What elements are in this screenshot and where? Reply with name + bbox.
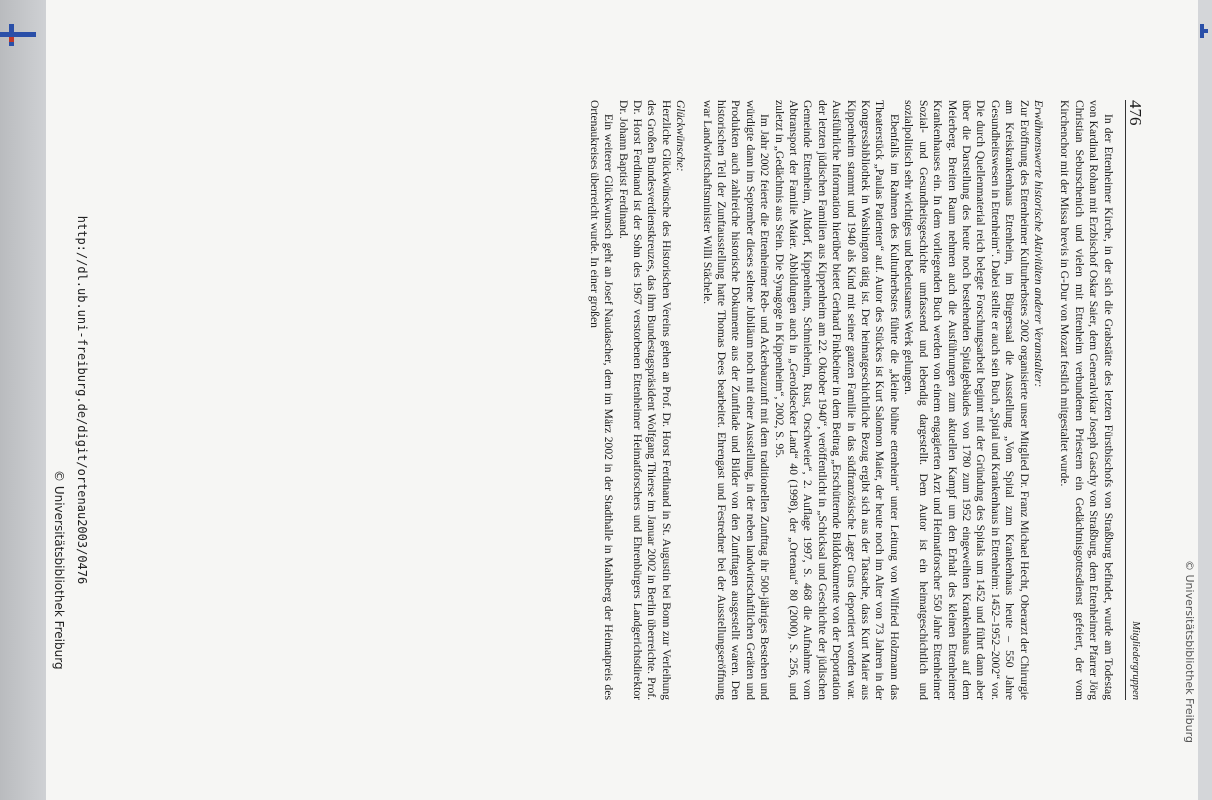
page-text-block (586, 100, 1145, 700)
rotated-page-content (46, 0, 1145, 800)
viewer-right-gutter (1198, 0, 1212, 800)
paragraph: Zur Eröffnung des Ettenheimer Kulturherbstes 2002 organisierte unser Mitglied Dr. Franz Michael Hecht, Oberarzt der Chirurgie am Kreiskrankenhaus Ettenheim, im Bürgersaal die Ausstellung „Vom Spital zum Krankenhaus heute – 550 Jahre Gesundheitswesen in Ettenheim“. Dabei stellte er auch sein Buch „Spital und Krankenhaus in Ettenheim: 1452–1952–2002“ vor. Die durch Quellenmaterial reich belegte Forschungsarbeit beginnt mit der Gründung des Spitals um 1452 und führt dann aber über die Darstellung des heute noch bestehenden Spitalgebäudes von 1780 zum 1952 eingeweihten Krankenhaus auf dem Meierberg. Breiten Raum nehmen auch die Ausführungen zum aktuellen Kampf um den Erhalt des kleinen Ettenheimer Krankenhauses ein. In dem vorliegenden Buch werden von einem engagierten Arzt und Heimatforscher 550 Jahre Ettenheimer Sozial- und Gesundheitsgeschichte umfassend und lebendig dargestellt. Dem Autor ist ein heimatgeschichtlich und sozialpolitisch sehr wichtiges und bedeutsames Werk gelungen. (902, 100, 1031, 700)
viewer-left-gutter (0, 0, 46, 800)
scanned-page (46, 0, 1198, 800)
paragraph: Herzliche Glückwünsche des Historischen Vereins gehen an Prof. Dr. Horst Ferdinand in St. Augustin bei Bonn zur Verleihung des Großen Bundesverdienstkreuzes, das ihm Bundestagspräsident Wolfgang Thierse im Januar 2002 in Berlin überreichte. Prof. Dr. Horst Ferdinand ist der Sohn des 1967 verstorbenen Ettenheimer Heimatforschers und Ehrenbürgers Landgerichtsdirektor Dr. Johann Baptist Ferdinand. (616, 100, 673, 700)
side-copyright: © Universitätsbibliothek Freiburg (52, 470, 66, 670)
section-heading: Erwähnenswerte historische Aktivitäten anderer Veranstalter: (1031, 100, 1045, 388)
section-heading: Glückwünsche: (674, 100, 688, 172)
paragraph: Ebenfalls im Rahmen des Kulturherbstes führte die „kleine bühne ettenheim“ unter Leitung von Wilfried Holzmann das Theaterstück „Paulas Patienten“ auf. Autor des Stückes ist Kurt Salomon Maier, der heute noch im Alter von 73 Jahren in der Kongressbibliothek in Washington tätig ist. Der heimatgeschichtliche Bezug ergibt sich aus der Tatsache, dass Kurt Maier aus Kippenheim stammt und 1940 als Kind mit seiner ganzen Familie in das südfranzösische Lager Gurs deportiert worden war. Ausführliche Information hierüber bietet Gerhard Finkbeiner in dem Beitrag „Erschütternde Bilddokumente von der Deportation der letzten jüdischen Familien aus Kippenheim am 22. Oktober 1940“, veröffentlicht in „Schicksal und Geschichte der jüdischen Gemeinde Ettenheim, Altdorf, Kippenheim, Schmieheim, Rust, Orschweier“, 2. Auflage 1997, S. 468 die Aufnahme vom Abtransport der Familie Maier. Abbildungen auch in „Geroldsecker Land“ 40 (1998), der „Ortenau“ 80 (2000), S. 256, und zuletzt in „Gedächtnis aus Stein. Die Synagoge in Kippenheim“, 2002, S. 95. (772, 100, 901, 700)
page-header (1125, 100, 1145, 700)
library-logo-icon-right (1200, 24, 1208, 38)
paragraph: In der Ettenheimer Kirche, in der sich die Grabstätte des letzten Fürstbischofs von Straßburg befindet, wurde am Todestag von Kardinal Rohan mit Erzbischof Oskar Saier, dem Generalvikar Joseph Gaschy von Straßburg, dem Ettenheimer Pfarrer Jörg Christian Seburschenich und vielen mit Ettenheim verbundenen Priestern ein Gedächtnisgottesdienst gefeiert, der vom Kirchenchor mit der Missa brevis in G-Dur von Mozart festlich mitgestaltet wurde. (1058, 100, 1115, 700)
running-head: Mitgliedergruppen (1130, 621, 1141, 700)
page-number: 476 (1126, 100, 1145, 126)
library-logo-icon (0, 24, 36, 46)
paragraph: Ein weiterer Glückwunsch geht an Josef Naudascher, dem im März 2002 in der Stadthalle in Mahlberg der Heimatpreis des Ortenaukreises überreicht wurde. In einer großen (587, 100, 616, 700)
top-faint-copyright: © Universitätsbibliothek Freiburg (1183, 560, 1196, 743)
side-url[interactable]: http://dl.ub.uni-freiburg.de/digit/ortenau2003/0476 (75, 215, 89, 585)
paragraph: Im Jahr 2002 feierte die Ettenheimer Reb- und Ackerbauzunft mit dem traditionellen Zunfttag ihr 500-jähriges Bestehen und würdigte dann im September dieses seltene Jubiläum noch mit einer Ausstellung, in der neben landwirtschaftlichen Geräten und Produkten auch zahlreiche historische Dokumente aus der Zunftlade und Bilder von den Zunfttagen ausgestellt waren. Den historischen Teil der Zunftausstellung hatte Thomas Dees bearbeitet. Ehrengast und Festredner bei der Ausstellungseröffnung war Landwirtschaftsminister Willi Stächele. (700, 100, 772, 700)
